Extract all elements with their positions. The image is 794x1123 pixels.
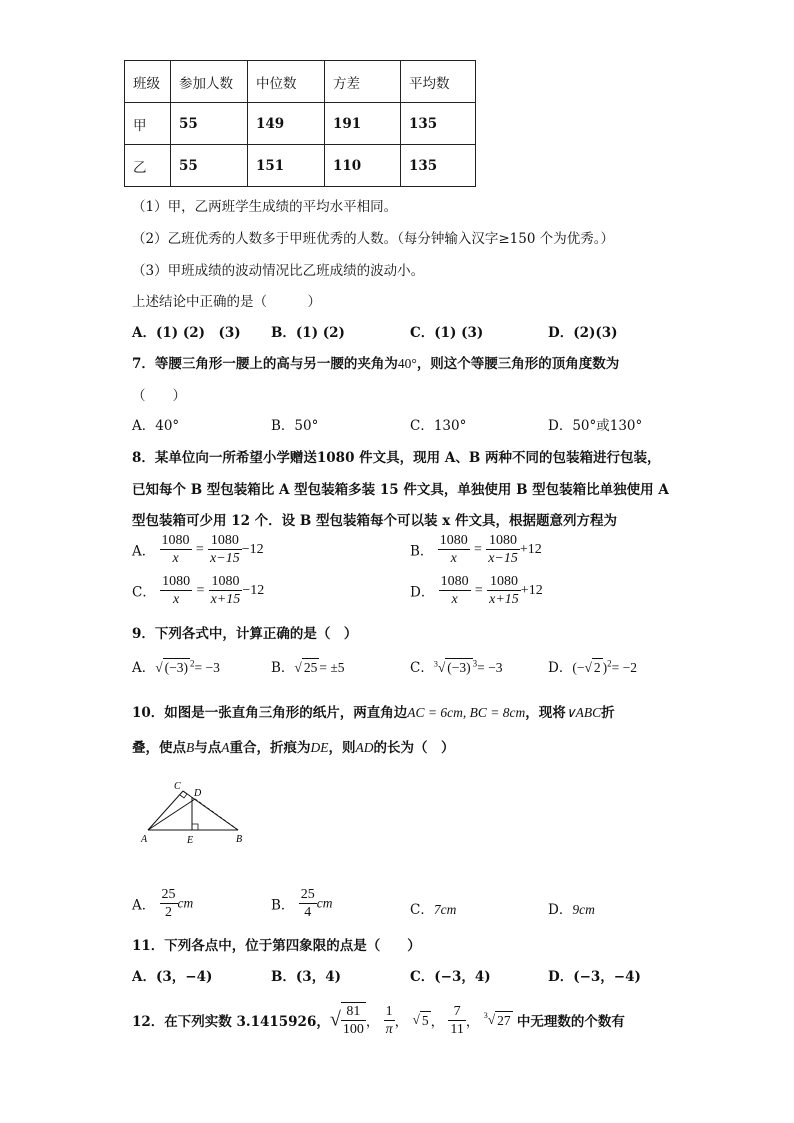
- q10-stem-line-2: [132, 736, 455, 756]
- q8-stem-line-3: 型包装箱可少用 12 个．设 B 型包装箱每个可以装 x 件文具，根据题意列方程为: [132, 513, 617, 529]
- fraction-denominator: π: [385, 1021, 393, 1037]
- table-header-cell: 班级: [125, 61, 171, 103]
- fraction-denominator: 4: [304, 905, 312, 920]
- table-header-cell: 方差: [325, 61, 401, 103]
- q9-stem: 9．下列各式中，计算正确的是（ ）: [132, 626, 358, 642]
- right-angle-mark-c: [180, 791, 187, 798]
- equation-tail: −12: [242, 582, 265, 598]
- q7-stem: [132, 352, 619, 372]
- fraction-denominator: x: [451, 592, 458, 607]
- fraction-numerator: 1080: [440, 574, 469, 589]
- option-label: C．: [410, 660, 434, 676]
- fraction: [209, 573, 243, 608]
- separator: ，: [394, 1014, 409, 1030]
- fraction-numerator: 25: [161, 887, 176, 902]
- q7-option-b: B．50°: [271, 418, 319, 434]
- expr-part: ): [602, 660, 608, 675]
- equals-sign: =: [195, 541, 204, 557]
- fraction-numerator: 7: [448, 1003, 465, 1021]
- fraction-numerator: 1080: [439, 533, 468, 548]
- option-value: 9cm: [572, 902, 595, 917]
- text: ，现将: [525, 705, 566, 721]
- fraction-numerator: 1080: [161, 533, 190, 548]
- given-values: AC = 6cm, BC = 8cm: [407, 705, 526, 720]
- fraction-denominator: 2: [165, 905, 173, 920]
- radicand: 25: [303, 660, 318, 675]
- fraction: [439, 573, 471, 608]
- fraction-denominator: x: [450, 551, 457, 566]
- root-index: 3: [483, 1011, 488, 1020]
- root-index: 3: [433, 659, 438, 669]
- segment-label: DE: [310, 740, 329, 755]
- q7-option-c: C．130°: [410, 418, 467, 434]
- unit: cm: [316, 895, 333, 911]
- exponent: 2: [607, 658, 612, 669]
- q7-option-a: A．40°: [132, 418, 180, 434]
- rhs: = −2: [611, 660, 637, 675]
- radicand: 5: [421, 1013, 429, 1028]
- option-label: B．: [410, 543, 434, 560]
- option-label: B．: [271, 660, 295, 676]
- q11-option-b: B．(3，4): [271, 969, 341, 985]
- equation-tail: −12: [241, 541, 264, 557]
- text: ，则: [328, 740, 356, 756]
- segment-db-dashed: [195, 799, 238, 830]
- q8-option-b: [410, 532, 542, 567]
- unit: cm: [177, 895, 194, 911]
- radicand: 27: [497, 1013, 511, 1028]
- table-cell: 110: [325, 145, 401, 187]
- fraction-denominator: 11: [450, 1021, 464, 1037]
- option-label: A．: [132, 543, 156, 560]
- q7-angle: 40°: [397, 356, 417, 371]
- option-label: C．: [132, 584, 156, 601]
- table-header-cell: 平均数: [401, 61, 476, 103]
- q6-option-d: D．(2)(3): [548, 325, 618, 341]
- fraction-numerator: 1080: [486, 532, 520, 550]
- option-label: C．: [410, 902, 434, 918]
- rhs: = −3: [477, 660, 503, 675]
- separator: ，: [365, 1014, 380, 1030]
- option-label: A．: [132, 897, 156, 914]
- q8-option-d: [410, 573, 543, 608]
- q6-statement-3: （3）甲班成绩的波动情况比乙班成绩的波动小。: [132, 263, 425, 279]
- table-cell: 55: [171, 103, 248, 145]
- triangle-figure: [138, 778, 253, 848]
- radicand: (−3): [447, 660, 471, 675]
- label-d: D: [194, 788, 202, 799]
- q8-stem-line-2: 已知每个 B 型包装箱比 A 型包装箱多装 15 件文具，单独使用 B 型包装箱比单独使用 A: [132, 482, 669, 498]
- equation-tail: +12: [519, 541, 542, 557]
- q9-option-b: B．√ 25 = ±5: [271, 660, 345, 676]
- table-cell: 55: [171, 145, 248, 187]
- q7-text-b: ，则这个等腰三角形的顶角度数为: [416, 356, 620, 372]
- option-label: A．: [132, 660, 156, 676]
- table-header-row: [125, 61, 476, 103]
- right-angle-mark-e: [192, 824, 198, 830]
- table-row: [125, 103, 476, 145]
- q6-statement-2: （2）乙班优秀的人数多于甲班优秀的人数。（每分钟输入汉字≥150 个为优秀。）: [132, 231, 614, 247]
- table-cell: 甲: [125, 103, 171, 145]
- rhs: = −3: [194, 660, 220, 675]
- q9-option-a: A．√ (−3) $^2$= −3: [132, 658, 220, 676]
- fraction: [160, 886, 178, 921]
- label-a: A: [141, 834, 148, 845]
- q11-option-c: C．(−3，4): [410, 969, 491, 985]
- fraction-denominator: x−15: [210, 551, 240, 566]
- fraction-numerator: 1080: [162, 574, 191, 589]
- q8-stem-line-1: 8．某单位向一所希望小学赠送1080 件文具，现用 A、B 两种不同的包装箱进行包装，: [132, 450, 661, 466]
- q9-option-d: D．(−√ 2 )$^2$= −2: [548, 658, 637, 676]
- option-label: D．: [410, 584, 435, 601]
- q8-option-a: [132, 532, 264, 567]
- q7-blank: （ ）: [132, 388, 186, 404]
- fraction-numerator: 25: [300, 887, 315, 902]
- triangle-symbol: ∨ABC: [565, 705, 602, 720]
- fraction: [160, 573, 192, 608]
- table-cell: 乙: [125, 145, 171, 187]
- text: 12．在下列实数 3.1415926，: [132, 1014, 330, 1030]
- q12-stem: 12．在下列实数 3.1415926，√ $\frac{81}{100}$ ， $\frac{1}{\pi}$ ， √ 5 ， $\frac{7}{11}$ ， $^3$√ 27 中无理数的个数有: [132, 1003, 625, 1037]
- stats-table: [124, 60, 476, 187]
- fraction-denominator: x: [173, 592, 180, 607]
- option-label: D．: [548, 660, 573, 676]
- q6-stem: 上述结论中正确的是（ ）: [132, 294, 321, 310]
- fraction: [384, 1003, 395, 1038]
- fraction: [208, 532, 242, 567]
- text: 与点: [194, 740, 222, 756]
- fraction-numerator: 1: [384, 1003, 395, 1021]
- q11-stem: 11．下列各点中，位于第四象限的点是（ ）: [132, 938, 421, 954]
- q10-option-b: [271, 886, 332, 921]
- q8-option-c: [132, 573, 264, 608]
- table-cell: 191: [325, 103, 401, 145]
- option-value: 7cm: [433, 902, 457, 917]
- q6-option-a: A．(1) (2) (3): [132, 325, 241, 341]
- fraction-numerator: 1080: [209, 573, 243, 591]
- q6-statement-1: （1）甲，乙两班学生成绩的平均水平相同。: [132, 199, 398, 215]
- text: 重合，折痕为: [229, 740, 311, 756]
- fraction: [299, 886, 317, 921]
- q11-option-a: A．(3，−4): [132, 969, 213, 985]
- fraction-denominator: x: [172, 551, 179, 566]
- q7-text-a: 7．等腰三角形一腰上的高与另一腰的夹角为: [132, 356, 398, 372]
- q10-option-a: [132, 886, 193, 921]
- text: 10．如图是一张直角三角形的纸片，两直角边: [132, 705, 408, 721]
- fraction-denominator: 100: [342, 1022, 364, 1037]
- label-b: B: [236, 834, 243, 845]
- q7-option-d: D．50°或130°: [548, 418, 643, 434]
- fraction-denominator: x+15: [210, 592, 241, 607]
- equals-sign: =: [474, 541, 482, 557]
- fraction-denominator: x−15: [488, 551, 518, 566]
- table-header-cell: 中位数: [248, 61, 325, 103]
- point-label: A: [221, 740, 230, 755]
- fraction-numerator: 81: [341, 1003, 366, 1021]
- fraction: [438, 532, 470, 567]
- separator: ，: [430, 1014, 445, 1030]
- fraction: [448, 1003, 465, 1038]
- expr-part: (−: [572, 660, 585, 675]
- fraction: [160, 532, 192, 567]
- q6-option-c: C．(1) (3): [410, 325, 484, 341]
- table-row: [125, 145, 476, 187]
- separator: ，: [465, 1014, 480, 1030]
- q9-option-c: C．$^3$√ (−3) $^3$= −3: [410, 658, 503, 676]
- table-cell: 135: [401, 145, 476, 187]
- text: 叠，使点: [132, 740, 186, 756]
- q10-option-c: [410, 898, 456, 918]
- label-c: C: [174, 781, 181, 792]
- table-cell: 135: [401, 103, 476, 145]
- table-cell: 151: [248, 145, 325, 187]
- fraction: [487, 573, 521, 608]
- q10-stem-line-1: [132, 701, 615, 721]
- label-e: E: [187, 835, 194, 846]
- exponent: 2: [190, 658, 195, 669]
- equation-tail: +12: [520, 582, 543, 598]
- table-cell: 149: [248, 103, 325, 145]
- option-label: B．: [271, 897, 295, 914]
- rhs: = ±5: [319, 660, 345, 675]
- radicand: 2: [593, 660, 601, 675]
- text: 的长为（ ）: [373, 740, 455, 756]
- fraction-denominator: x+15: [489, 592, 519, 607]
- segment-label: AD: [355, 740, 374, 755]
- q11-option-d: D．(−3，−4): [548, 969, 641, 985]
- point-label: B: [186, 740, 195, 755]
- exponent: 3: [472, 658, 478, 669]
- fraction-numerator: 1080: [208, 532, 242, 550]
- equals-sign: =: [474, 582, 483, 598]
- text: 折: [601, 705, 615, 721]
- fraction: [486, 532, 520, 567]
- fraction-numerator: 1080: [487, 573, 521, 591]
- q10-option-d: [548, 898, 595, 918]
- radicand-fraction: [341, 1002, 366, 1038]
- option-label: D．: [548, 902, 573, 918]
- text: 中无理数的个数有: [516, 1014, 625, 1030]
- table-header-cell: 参加人数: [171, 61, 248, 103]
- equals-sign: =: [196, 582, 205, 598]
- q6-option-b: B．(1) (2): [271, 325, 345, 341]
- radicand: (−3): [164, 660, 189, 675]
